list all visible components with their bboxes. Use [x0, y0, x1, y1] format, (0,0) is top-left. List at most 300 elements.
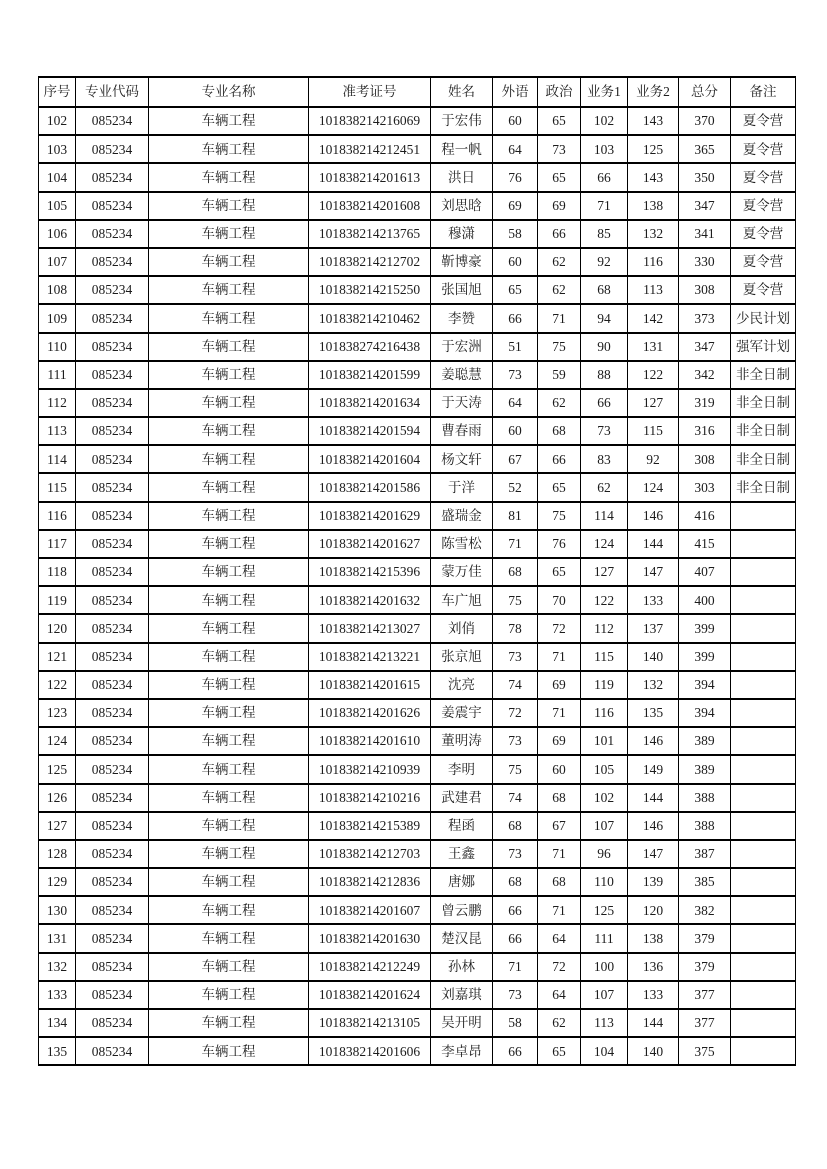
- table-cell: 382: [679, 896, 731, 924]
- table-cell: 70: [538, 586, 581, 614]
- table-cell: 100: [581, 953, 628, 981]
- table-cell: 085234: [76, 1037, 149, 1065]
- table-cell: 116: [581, 699, 628, 727]
- table-cell: 085234: [76, 812, 149, 840]
- table-cell: 非全日制: [731, 473, 796, 501]
- table-cell: 105: [39, 192, 76, 220]
- table-cell: [731, 558, 796, 586]
- table-cell: 车辆工程: [149, 896, 309, 924]
- table-cell: 400: [679, 586, 731, 614]
- table-cell: 111: [39, 361, 76, 389]
- table-cell: 71: [538, 840, 581, 868]
- table-cell: 78: [493, 614, 538, 642]
- table-cell: 88: [581, 361, 628, 389]
- table-cell: 夏令营: [731, 192, 796, 220]
- table-cell: [731, 924, 796, 952]
- table-cell: 085234: [76, 643, 149, 671]
- table-cell: 126: [39, 784, 76, 812]
- table-cell: 73: [538, 135, 581, 163]
- table-cell: 65: [538, 163, 581, 191]
- table-row: [39, 981, 796, 1009]
- table-cell: [731, 1009, 796, 1037]
- table-cell: 127: [581, 558, 628, 586]
- table-cell: 车广旭: [431, 586, 493, 614]
- table-cell: 116: [628, 248, 679, 276]
- table-cell: 车辆工程: [149, 924, 309, 952]
- table-cell: 140: [628, 643, 679, 671]
- table-cell: 102: [581, 784, 628, 812]
- table-cell: 388: [679, 784, 731, 812]
- table-cell: 车辆工程: [149, 135, 309, 163]
- table-cell: [731, 643, 796, 671]
- table-cell: 车辆工程: [149, 107, 309, 135]
- table-cell: 112: [39, 389, 76, 417]
- table-cell: 122: [581, 586, 628, 614]
- table-row: [39, 163, 796, 191]
- table-cell: 114: [39, 445, 76, 473]
- column-header: 准考证号: [309, 77, 431, 107]
- table-cell: 非全日制: [731, 445, 796, 473]
- table-cell: 373: [679, 304, 731, 332]
- table-cell: 101838214212451: [309, 135, 431, 163]
- table-cell: 085234: [76, 840, 149, 868]
- column-header: 政治: [538, 77, 581, 107]
- table-cell: 138: [628, 192, 679, 220]
- table-row: [39, 784, 796, 812]
- table-cell: 122: [39, 671, 76, 699]
- table-cell: 71: [538, 699, 581, 727]
- table-cell: 107: [39, 248, 76, 276]
- table-cell: 蒙万佳: [431, 558, 493, 586]
- table-cell: 388: [679, 812, 731, 840]
- table-cell: 夏令营: [731, 163, 796, 191]
- table-row: [39, 586, 796, 614]
- table-row: [39, 953, 796, 981]
- table-cell: 64: [493, 389, 538, 417]
- table-cell: 138: [628, 924, 679, 952]
- table-cell: 68: [581, 276, 628, 304]
- table-cell: [731, 840, 796, 868]
- table-cell: 120: [39, 614, 76, 642]
- table-cell: [731, 953, 796, 981]
- table-cell: 101838214201630: [309, 924, 431, 952]
- table-cell: 124: [628, 473, 679, 501]
- table-cell: 60: [538, 755, 581, 783]
- table-cell: 72: [493, 699, 538, 727]
- table-cell: 085234: [76, 755, 149, 783]
- table-cell: 375: [679, 1037, 731, 1065]
- table-cell: 377: [679, 981, 731, 1009]
- table-cell: 130: [39, 896, 76, 924]
- table-cell: 407: [679, 558, 731, 586]
- table-cell: 车辆工程: [149, 699, 309, 727]
- table-cell: [731, 868, 796, 896]
- table-cell: 085234: [76, 163, 149, 191]
- table-cell: 74: [493, 784, 538, 812]
- table-cell: 101838214201627: [309, 530, 431, 558]
- table-cell: 132: [39, 953, 76, 981]
- table-cell: 车辆工程: [149, 671, 309, 699]
- table-cell: 车辆工程: [149, 163, 309, 191]
- table-cell: 66: [538, 445, 581, 473]
- column-header: 专业代码: [76, 77, 149, 107]
- table-cell: 66: [493, 1037, 538, 1065]
- table-row: [39, 502, 796, 530]
- table-cell: 73: [581, 417, 628, 445]
- table-cell: 于天涛: [431, 389, 493, 417]
- table-cell: 车辆工程: [149, 840, 309, 868]
- table-cell: 144: [628, 530, 679, 558]
- table-cell: 115: [628, 417, 679, 445]
- table-cell: 113: [628, 276, 679, 304]
- table-row: [39, 389, 796, 417]
- table-cell: 94: [581, 304, 628, 332]
- table-cell: 379: [679, 953, 731, 981]
- table-cell: 106: [39, 220, 76, 248]
- table-cell: 武建君: [431, 784, 493, 812]
- table-cell: 085234: [76, 981, 149, 1009]
- table-cell: 车辆工程: [149, 248, 309, 276]
- table-cell: 75: [493, 755, 538, 783]
- table-cell: 119: [581, 671, 628, 699]
- table-cell: 399: [679, 643, 731, 671]
- table-cell: 68: [493, 812, 538, 840]
- table-cell: 夏令营: [731, 248, 796, 276]
- table-cell: 101838214201607: [309, 896, 431, 924]
- table-cell: 66: [493, 896, 538, 924]
- table-cell: 车辆工程: [149, 614, 309, 642]
- table-cell: 车辆工程: [149, 784, 309, 812]
- table-cell: 74: [493, 671, 538, 699]
- table-cell: 394: [679, 671, 731, 699]
- table-cell: 85: [581, 220, 628, 248]
- table-cell: 389: [679, 755, 731, 783]
- table-cell: 陈雪松: [431, 530, 493, 558]
- table-cell: 085234: [76, 107, 149, 135]
- table-cell: 73: [493, 840, 538, 868]
- table-cell: 孙林: [431, 953, 493, 981]
- table-cell: 085234: [76, 558, 149, 586]
- table-row: [39, 417, 796, 445]
- table-cell: 085234: [76, 671, 149, 699]
- table-cell: 124: [39, 727, 76, 755]
- table-cell: 133: [628, 981, 679, 1009]
- table-cell: 131: [628, 333, 679, 361]
- table-cell: 415: [679, 530, 731, 558]
- table-cell: 394: [679, 699, 731, 727]
- table-row: [39, 1009, 796, 1037]
- table-row: [39, 643, 796, 671]
- table-cell: 085234: [76, 727, 149, 755]
- table-cell: 101838214201613: [309, 163, 431, 191]
- table-cell: 68: [538, 784, 581, 812]
- table-cell: 379: [679, 924, 731, 952]
- table-cell: 107: [581, 812, 628, 840]
- table-cell: 085234: [76, 473, 149, 501]
- table-cell: 146: [628, 727, 679, 755]
- table-cell: 133: [39, 981, 76, 1009]
- table-row: [39, 868, 796, 896]
- table-cell: 112: [581, 614, 628, 642]
- column-header: 总分: [679, 77, 731, 107]
- table-cell: 085234: [76, 868, 149, 896]
- table-cell: 123: [39, 699, 76, 727]
- table-cell: 085234: [76, 417, 149, 445]
- table-cell: 101838214213765: [309, 220, 431, 248]
- table-cell: 66: [581, 389, 628, 417]
- table-row: [39, 220, 796, 248]
- table-cell: 73: [493, 727, 538, 755]
- table-cell: 盛瑞金: [431, 502, 493, 530]
- table-cell: 110: [581, 868, 628, 896]
- table-cell: 58: [493, 220, 538, 248]
- table-cell: 085234: [76, 586, 149, 614]
- table-row: [39, 671, 796, 699]
- table-cell: 101838214201626: [309, 699, 431, 727]
- table-cell: 125: [581, 896, 628, 924]
- results-table: [38, 76, 796, 1066]
- table-cell: 341: [679, 220, 731, 248]
- table-row: [39, 924, 796, 952]
- table-cell: 085234: [76, 192, 149, 220]
- table-cell: 125: [628, 135, 679, 163]
- table-cell: 张京旭: [431, 643, 493, 671]
- table-cell: 147: [628, 558, 679, 586]
- table-cell: 370: [679, 107, 731, 135]
- column-header: 备注: [731, 77, 796, 107]
- table-row: [39, 699, 796, 727]
- table-cell: 81: [493, 502, 538, 530]
- table-cell: 沈亮: [431, 671, 493, 699]
- table-cell: 车辆工程: [149, 361, 309, 389]
- table-cell: 车辆工程: [149, 586, 309, 614]
- table-cell: 唐娜: [431, 868, 493, 896]
- table-cell: 车辆工程: [149, 445, 309, 473]
- table-cell: [731, 671, 796, 699]
- table-row: [39, 445, 796, 473]
- table-cell: 137: [628, 614, 679, 642]
- table-row: [39, 192, 796, 220]
- table-cell: 101838214215250: [309, 276, 431, 304]
- table-cell: 113: [39, 417, 76, 445]
- table-cell: 125: [39, 755, 76, 783]
- table-cell: 142: [628, 304, 679, 332]
- table-cell: 107: [581, 981, 628, 1009]
- table-cell: 71: [581, 192, 628, 220]
- table-cell: 73: [493, 361, 538, 389]
- table-cell: 085234: [76, 304, 149, 332]
- table-cell: 65: [493, 276, 538, 304]
- table-cell: 58: [493, 1009, 538, 1037]
- table-cell: 车辆工程: [149, 389, 309, 417]
- table-cell: 399: [679, 614, 731, 642]
- table-cell: 136: [628, 953, 679, 981]
- table-cell: 车辆工程: [149, 868, 309, 896]
- table-cell: 101838214201594: [309, 417, 431, 445]
- table-cell: 085234: [76, 924, 149, 952]
- table-body: [39, 107, 796, 1065]
- table-cell: 101838214213105: [309, 1009, 431, 1037]
- table-cell: 非全日制: [731, 361, 796, 389]
- table-row: [39, 840, 796, 868]
- table-cell: 65: [538, 558, 581, 586]
- table-cell: 68: [493, 558, 538, 586]
- table-row: [39, 304, 796, 332]
- table-cell: 101: [581, 727, 628, 755]
- table-row: [39, 276, 796, 304]
- table-cell: 夏令营: [731, 135, 796, 163]
- table-cell: 吴开明: [431, 1009, 493, 1037]
- table-cell: 车辆工程: [149, 417, 309, 445]
- table-cell: 103: [39, 135, 76, 163]
- table-cell: 52: [493, 473, 538, 501]
- table-cell: 109: [39, 304, 76, 332]
- table-cell: 134: [39, 1009, 76, 1037]
- table-cell: 车辆工程: [149, 755, 309, 783]
- table-cell: 102: [581, 107, 628, 135]
- table-cell: 72: [538, 614, 581, 642]
- table-cell: 71: [493, 953, 538, 981]
- table-cell: 72: [538, 953, 581, 981]
- table-cell: 姜震宇: [431, 699, 493, 727]
- table-cell: 101838214210939: [309, 755, 431, 783]
- table-cell: 刘俏: [431, 614, 493, 642]
- table-cell: 76: [493, 163, 538, 191]
- table-cell: 101838214213027: [309, 614, 431, 642]
- table-cell: 102: [39, 107, 76, 135]
- table-cell: 车辆工程: [149, 812, 309, 840]
- table-cell: 101838214212703: [309, 840, 431, 868]
- column-header: 姓名: [431, 77, 493, 107]
- table-cell: 71: [538, 643, 581, 671]
- table-cell: 靳博豪: [431, 248, 493, 276]
- table-cell: [731, 784, 796, 812]
- table-cell: 71: [538, 896, 581, 924]
- table-cell: 69: [538, 192, 581, 220]
- table-cell: 101838214216069: [309, 107, 431, 135]
- table-cell: 76: [538, 530, 581, 558]
- table-cell: 085234: [76, 784, 149, 812]
- table-cell: [731, 502, 796, 530]
- table-cell: 103: [581, 135, 628, 163]
- table-cell: 127: [39, 812, 76, 840]
- table-cell: 92: [628, 445, 679, 473]
- table-cell: 车辆工程: [149, 953, 309, 981]
- table-cell: 69: [538, 671, 581, 699]
- table-cell: 101838214201604: [309, 445, 431, 473]
- header-row: [39, 77, 796, 107]
- table-cell: 69: [493, 192, 538, 220]
- table-cell: 101838214215396: [309, 558, 431, 586]
- table-cell: 131: [39, 924, 76, 952]
- table-row: [39, 755, 796, 783]
- table-cell: 夏令营: [731, 107, 796, 135]
- table-cell: 085234: [76, 445, 149, 473]
- table-cell: [731, 1037, 796, 1065]
- table-cell: 085234: [76, 220, 149, 248]
- table-cell: 65: [538, 1037, 581, 1065]
- table-cell: 085234: [76, 361, 149, 389]
- table-cell: 车辆工程: [149, 1037, 309, 1065]
- table-cell: 111: [581, 924, 628, 952]
- table-cell: 68: [538, 868, 581, 896]
- table-cell: 101838214201615: [309, 671, 431, 699]
- table-cell: [731, 530, 796, 558]
- table-cell: 62: [581, 473, 628, 501]
- table-cell: 车辆工程: [149, 643, 309, 671]
- table-cell: 144: [628, 1009, 679, 1037]
- table-cell: 69: [538, 727, 581, 755]
- table-cell: 085234: [76, 896, 149, 924]
- table-cell: 101838214212836: [309, 868, 431, 896]
- table-cell: 夏令营: [731, 220, 796, 248]
- table-cell: 316: [679, 417, 731, 445]
- table-cell: 385: [679, 868, 731, 896]
- table-cell: 085234: [76, 530, 149, 558]
- table-cell: 刘嘉琪: [431, 981, 493, 1009]
- table-cell: 101838214201610: [309, 727, 431, 755]
- table-cell: 101838214212249: [309, 953, 431, 981]
- table-cell: 67: [493, 445, 538, 473]
- table-cell: 118: [39, 558, 76, 586]
- table-row: [39, 333, 796, 361]
- column-header: 专业名称: [149, 77, 309, 107]
- table-row: [39, 558, 796, 586]
- table-cell: 085234: [76, 276, 149, 304]
- table-cell: 楚汉昆: [431, 924, 493, 952]
- table-cell: 114: [581, 502, 628, 530]
- table-cell: 强军计划: [731, 333, 796, 361]
- table-cell: 119: [39, 586, 76, 614]
- table-cell: 车辆工程: [149, 276, 309, 304]
- table-cell: 085234: [76, 1009, 149, 1037]
- table-cell: 104: [39, 163, 76, 191]
- table-cell: 车辆工程: [149, 502, 309, 530]
- table-cell: 姜聪慧: [431, 361, 493, 389]
- table-cell: 51: [493, 333, 538, 361]
- table-cell: 308: [679, 276, 731, 304]
- table-cell: 105: [581, 755, 628, 783]
- table-cell: 李卓昂: [431, 1037, 493, 1065]
- table-cell: 车辆工程: [149, 1009, 309, 1037]
- table-cell: 350: [679, 163, 731, 191]
- table-cell: 65: [538, 107, 581, 135]
- table-cell: 101838214201629: [309, 502, 431, 530]
- table-cell: 64: [538, 981, 581, 1009]
- table-cell: 少民计划: [731, 304, 796, 332]
- table-cell: 128: [39, 840, 76, 868]
- table-cell: 非全日制: [731, 417, 796, 445]
- table-cell: 60: [493, 107, 538, 135]
- table-cell: 122: [628, 361, 679, 389]
- table-cell: 车辆工程: [149, 333, 309, 361]
- table-cell: 147: [628, 840, 679, 868]
- table-cell: [731, 896, 796, 924]
- table-cell: 143: [628, 107, 679, 135]
- table-cell: 车辆工程: [149, 220, 309, 248]
- table-cell: 342: [679, 361, 731, 389]
- table-cell: 117: [39, 530, 76, 558]
- table-row: [39, 361, 796, 389]
- table-cell: 101838274216438: [309, 333, 431, 361]
- table-cell: [731, 755, 796, 783]
- table-cell: 车辆工程: [149, 727, 309, 755]
- table-cell: 101838214201606: [309, 1037, 431, 1065]
- table-cell: 085234: [76, 389, 149, 417]
- table-cell: 66: [538, 220, 581, 248]
- table-row: [39, 107, 796, 135]
- table-cell: 于宏伟: [431, 107, 493, 135]
